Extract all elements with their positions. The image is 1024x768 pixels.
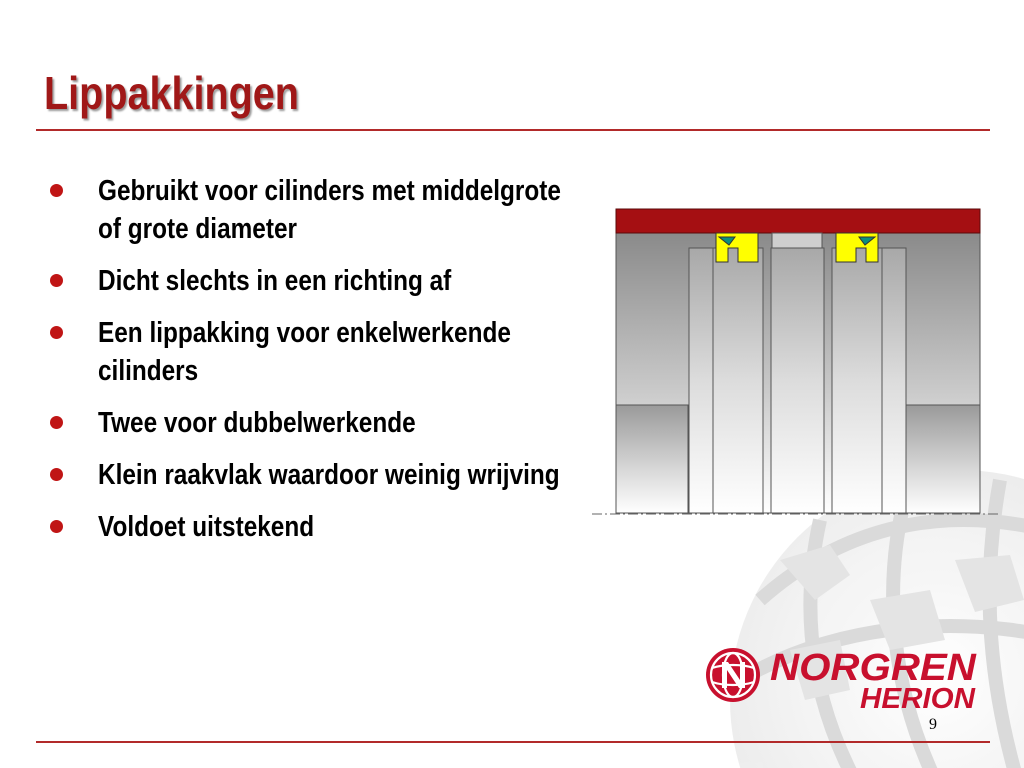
norgren-globe-n-icon [704, 646, 762, 704]
bullet-icon [50, 468, 63, 481]
bullet-icon [50, 326, 63, 339]
list-item: Een lippakking voor enkelwerkende cilinders [46, 314, 646, 390]
right-outer-column [882, 248, 906, 513]
right-base-block [904, 405, 980, 513]
title-divider [36, 129, 990, 131]
list-item: Gebruikt voor cilinders met middelgrote of grote diameter [46, 172, 646, 248]
right-inner-column [832, 248, 882, 513]
bullet-icon [50, 184, 63, 197]
list-item: Voldoet uitstekend [46, 508, 646, 546]
page-number: 9 [929, 716, 937, 733]
norgren-herion-logo [704, 646, 1004, 716]
bullet-icon [50, 274, 63, 287]
footer-divider [36, 741, 990, 743]
bullet-list [46, 172, 646, 560]
left-base-block [616, 405, 688, 513]
list-item: Twee voor dubbelwerkende [46, 404, 646, 442]
slide-title: Lippakkingen [44, 67, 299, 119]
bullet-icon [50, 520, 63, 533]
bullet-icon [50, 416, 63, 429]
top-red-bar [616, 209, 980, 233]
left-inner-column [713, 248, 763, 513]
lip-seal-diagram [588, 200, 1000, 522]
logo-wordmark-norgren: NORGREN [770, 647, 976, 689]
left-outer-column [689, 248, 713, 513]
list-item: Klein raakvlak waardoor weinig wrijving [46, 456, 646, 494]
logo-wordmark-herion: HERION [860, 683, 976, 715]
center-cap [772, 233, 822, 248]
list-item: Dicht slechts in een richting af [46, 262, 646, 300]
center-column [771, 248, 824, 513]
